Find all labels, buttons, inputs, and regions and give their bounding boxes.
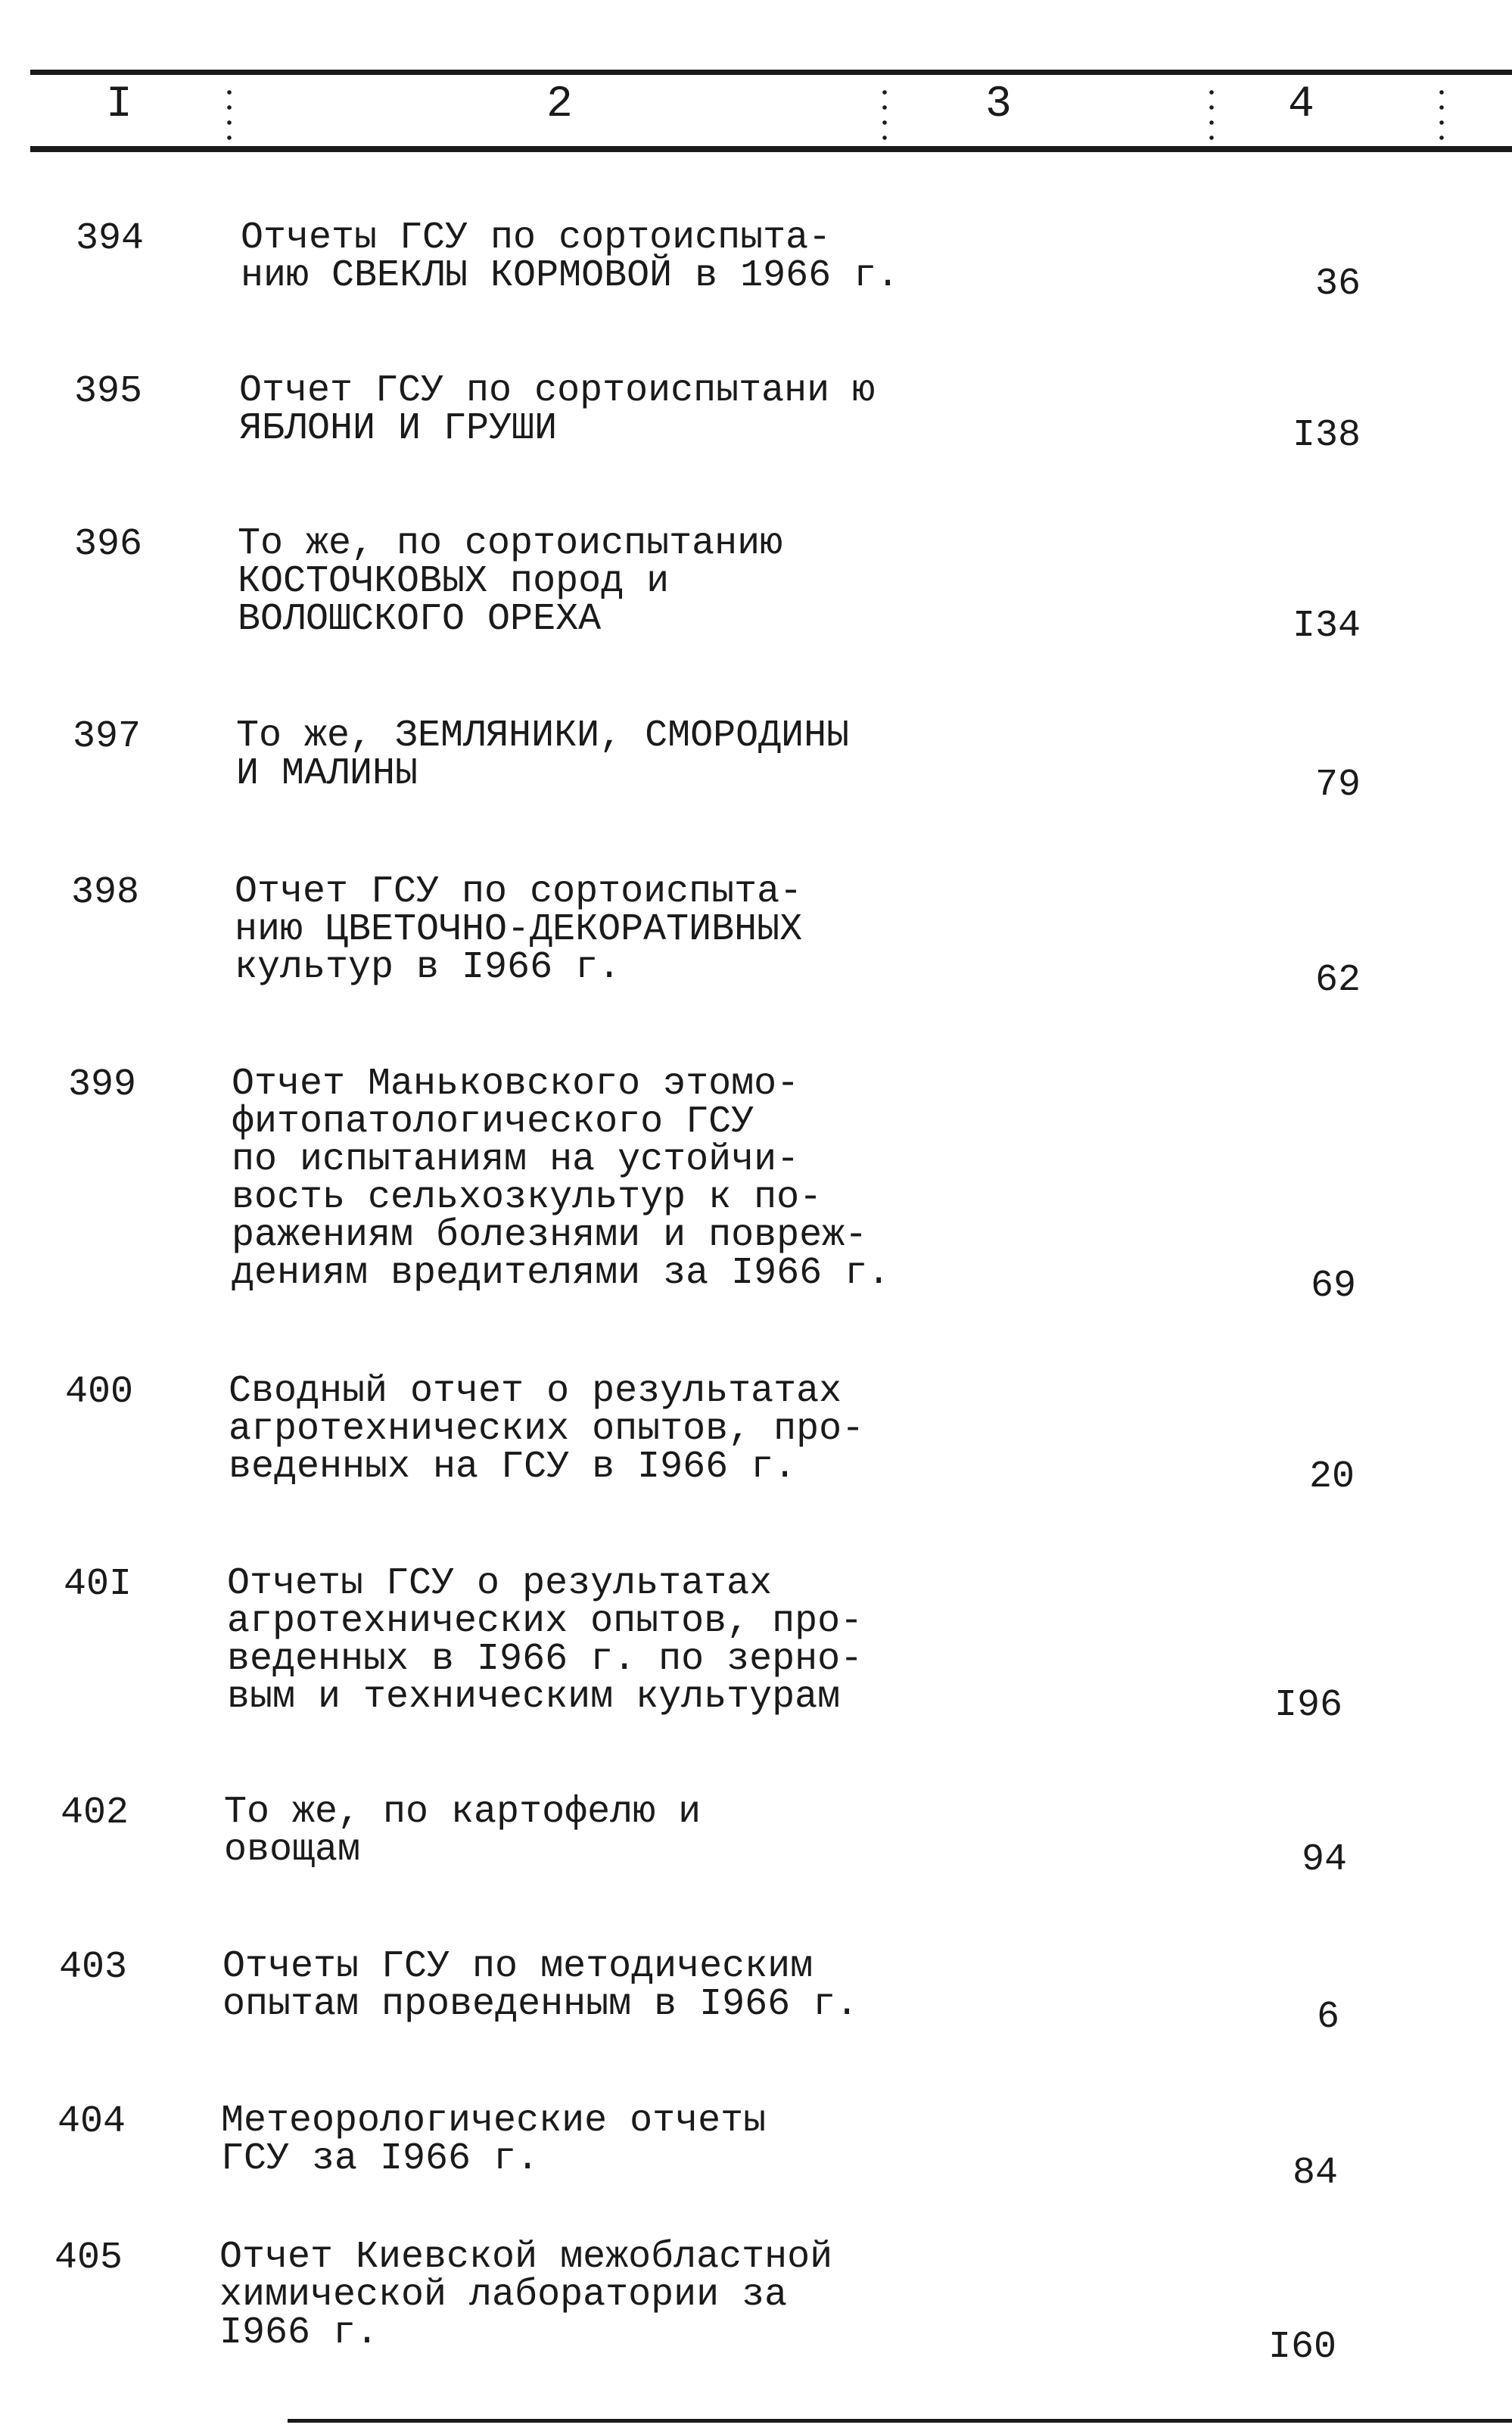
entry-title: То же, по сортоиспытанию КОСТОЧКОВЫХ пород и ВОЛОШСКОГО ОРЕХА: [238, 522, 783, 641]
entry-sheet-count: I60: [1268, 2326, 1336, 2369]
entry-sheet-count: I96: [1274, 1684, 1342, 1727]
entry-sheet-count: 94: [1301, 1838, 1347, 1882]
column-separator: [882, 85, 887, 145]
entry-title: Метеорологические отчеты ГСУ за I966 г.: [221, 2100, 767, 2180]
entry-sheet-count: I34: [1292, 605, 1361, 648]
entry-number: 399: [68, 1063, 137, 1107]
header-top-rule: [30, 70, 1512, 75]
entry-number: 40I: [64, 1563, 132, 1606]
entry-number: 404: [58, 2100, 126, 2143]
entry-title: То же, по картофелю и овощам: [224, 1791, 702, 1872]
entry-sheet-count: 79: [1314, 764, 1361, 807]
entry-sheet-count: I38: [1292, 414, 1361, 457]
entry-title: Отчеты ГСУ по сортоиспыта- нию СВЕКЛЫ КОРМОВОЙ в 1966 г.: [241, 216, 900, 297]
header-bottom-rule: [30, 146, 1512, 152]
column-header-4: 4: [1288, 80, 1314, 129]
entry-number: 397: [73, 715, 142, 758]
entry-title: Отчеты ГСУ о результатах агротехнических опытов, про- веденных в I966 г. по зерно- вым и техническим культурам: [227, 1562, 863, 1719]
entry-number: 402: [61, 1791, 129, 1835]
entry-sheet-count: 84: [1292, 2152, 1338, 2195]
entry-number: 394: [76, 217, 145, 260]
entry-number: 395: [74, 370, 143, 413]
entry-sheet-count: 6: [1316, 1996, 1339, 2039]
entry-title: Отчет ГСУ по сортоиспытани ю ЯБЛОНИ И ГРУШИ: [239, 369, 876, 450]
entry-sheet-count: 62: [1314, 959, 1361, 1002]
entry-title: То же, ЗЕМЛЯНИКИ, СМОРОДИНЫ И МАЛИНЫ: [236, 714, 850, 795]
column-header-3: 3: [985, 80, 1012, 129]
entry-title: Отчет ГСУ по сортоиспыта- нию ЦВЕТОЧНО-ДЕКОРАТИВНЫХ культур в I966 г.: [235, 870, 803, 989]
entry-title: Сводный отчет о результатах агротехнических опытов, про- веденных на ГСУ в I966 г.: [229, 1370, 865, 1489]
entry-sheet-count: 20: [1308, 1455, 1355, 1499]
column-separator: [1439, 85, 1444, 145]
footer-rule: [288, 2419, 1512, 2423]
column-header-2: 2: [546, 80, 573, 129]
entry-sheet-count: 36: [1314, 263, 1361, 306]
entry-number: 405: [54, 2236, 123, 2280]
entry-title: Отчеты ГСУ по методическим опытам проведенным в I966 г.: [222, 1945, 859, 2026]
entry-number: 403: [59, 1946, 128, 1989]
entry-number: 396: [74, 523, 143, 566]
column-separator: [1209, 85, 1214, 145]
entry-number: 400: [65, 1371, 134, 1414]
entry-title: Отчет Маньковского этомо- фитопатологического ГСУ по испытаниям на устойчи- вость сельхозкультур к по- ражениям болезнями и повреж- дениям вредителями за I966 г.: [232, 1063, 891, 1295]
entry-title: Отчет Киевской межобластной химической лаборатории за I966 г.: [219, 2236, 833, 2355]
entry-sheet-count: 69: [1310, 1265, 1356, 1308]
column-separator: [227, 85, 232, 145]
entry-number: 398: [71, 871, 140, 914]
column-header-1: I: [106, 80, 132, 129]
